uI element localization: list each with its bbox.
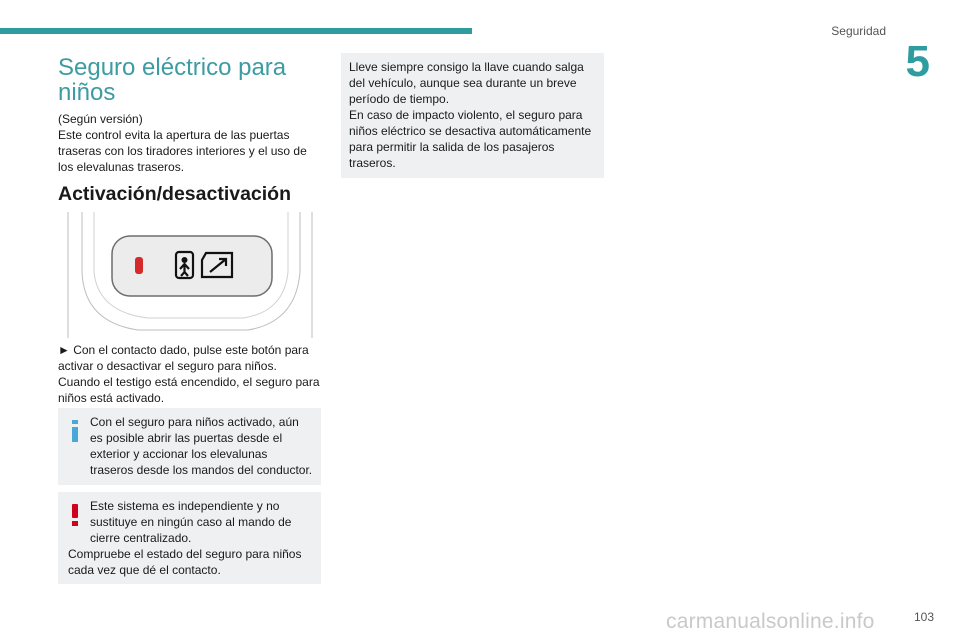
warning-icon (68, 502, 82, 528)
key-note-text: Lleve siempre consigo la llave cuando salga del vehículo, aunque sea durante un breve período de tiempo. (349, 60, 584, 106)
watermark: carmanualsonline.info (666, 610, 875, 633)
warning-note (58, 492, 321, 584)
step-text2: Cuando el testigo está encendido, el seguro para niños está activado. (58, 375, 320, 405)
intro (58, 111, 313, 175)
chapter-number: 5 (905, 37, 930, 86)
key-note-text2: En caso de impacto violento, el seguro para niños eléctrico se desactiva automáticamente para permitir la salida de los pasajeros traseros. (349, 108, 592, 170)
info-icon (68, 418, 82, 444)
page-number: 103 (913, 610, 934, 624)
child-lock-led (135, 257, 143, 274)
child-lock-button-illustration (58, 212, 320, 338)
section-name: Seguridad (831, 24, 886, 38)
intro-text: Este control evita la apertura de las puertas traseras con los tiradores interiores y el uso de los elevalunas traseros. (58, 128, 307, 174)
warning-note-text2: Compruebe el estado del seguro para niños cada vez que dé el contacto. (68, 547, 302, 577)
info-note (58, 408, 321, 485)
header-accent-bar (0, 28, 472, 34)
page-title: Seguro eléctrico para niños (58, 54, 287, 106)
key-note (341, 53, 604, 178)
intro-version: (Según versión) (58, 112, 143, 126)
section-heading: Activación/desactivación (58, 183, 292, 205)
info-note-text: Con el seguro para niños activado, aún es posible abrir las puertas desde el exterior y accionar los elevalunas traseros desde los mandos del conductor. (90, 415, 313, 477)
step-text: ► Con el contacto dado, pulse este botón para activar o desactivar el seguro para niños. (58, 343, 309, 373)
warning-note-text: Este sistema es independiente y no sustituye en ningún caso al mando de cierre centralizado. (90, 499, 292, 545)
step-instruction (58, 342, 320, 406)
